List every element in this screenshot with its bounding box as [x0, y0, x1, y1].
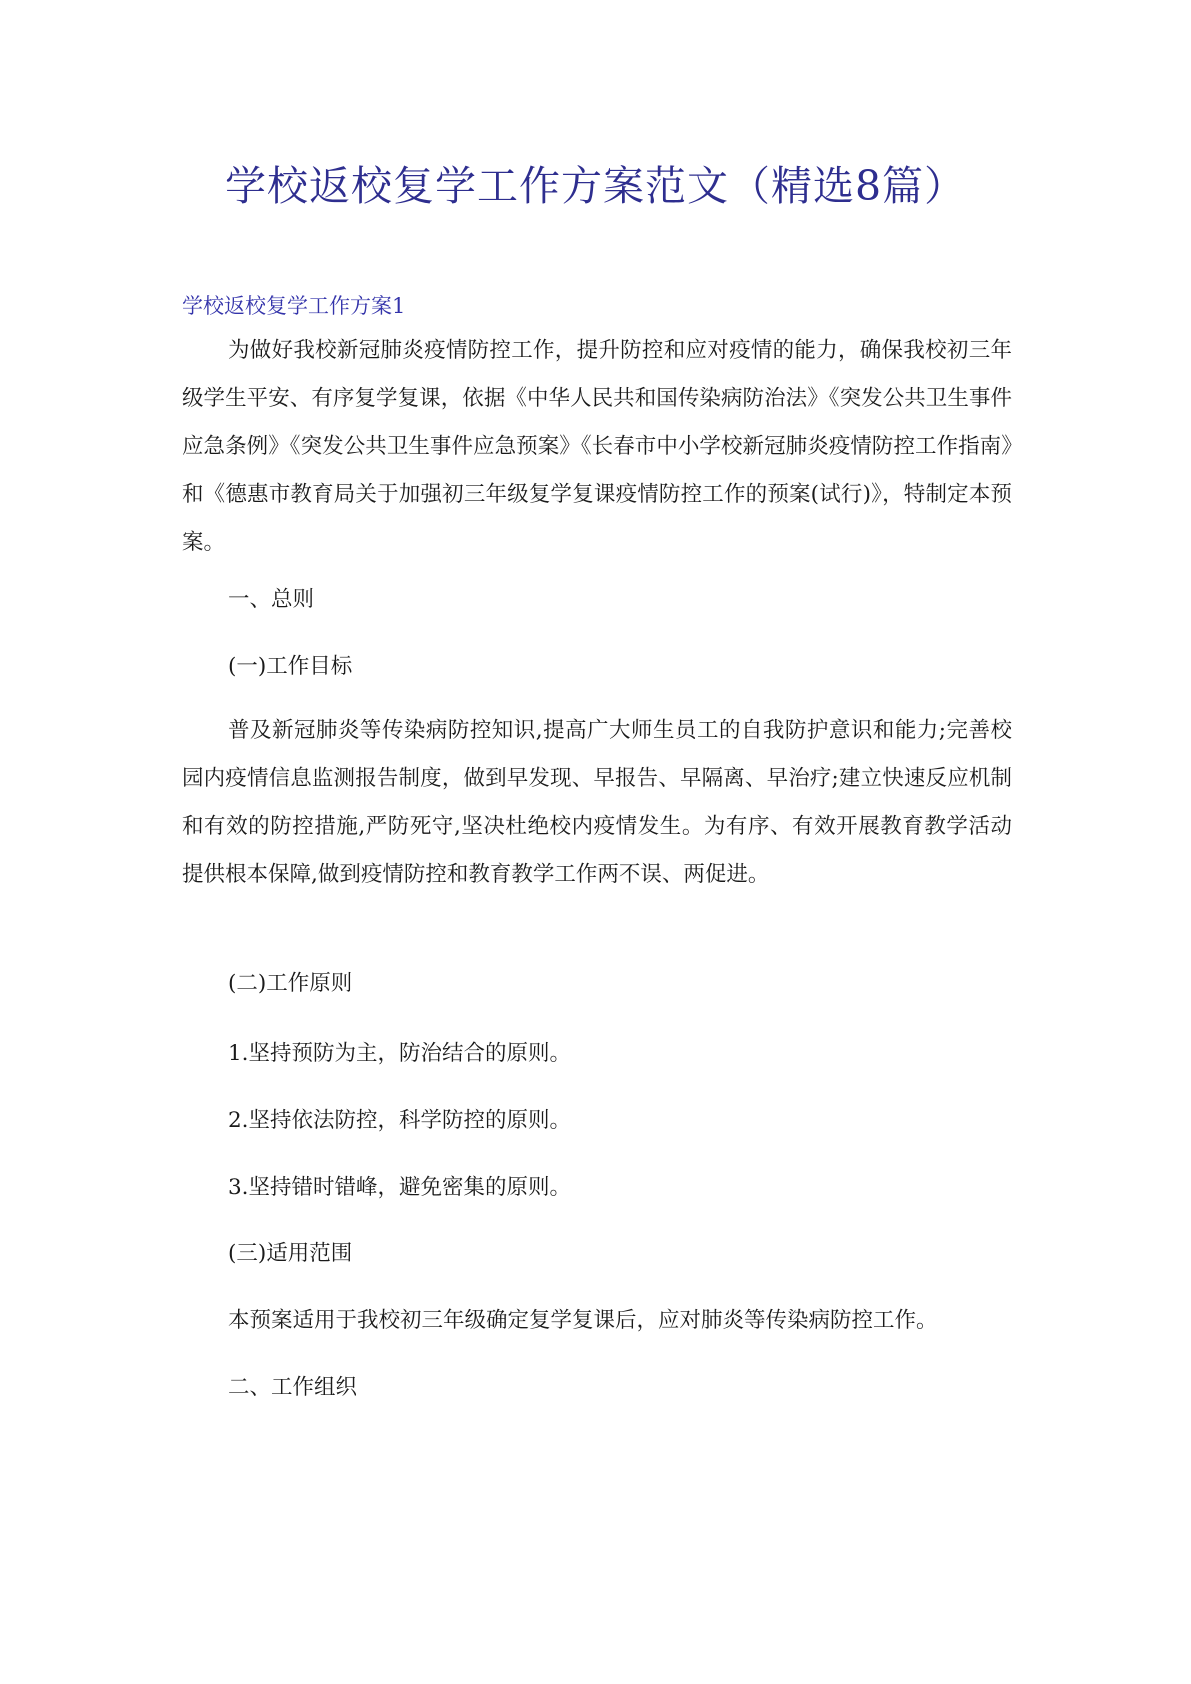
chapter-heading-general: 一、总则 — [228, 587, 315, 612]
principle-item: 2.坚持依法防控，科学防控的原则。 — [228, 1108, 572, 1133]
principle-item: 3.坚持错时错峰，避免密集的原则。 — [228, 1175, 572, 1200]
chapter-heading-organization: 二、工作组织 — [228, 1375, 358, 1400]
principle-item: 1.坚持预防为主，防治结合的原则。 — [228, 1041, 572, 1066]
section-heading: 学校返校复学工作方案1 — [182, 294, 406, 318]
intro-paragraph: 为做好我校新冠肺炎疫情防控工作，提升防控和应对疫情的能力，确保我校初三年级学生平安、有序复学复课，依据《中华人民共和国传染病防治法》《突发公共卫生事件应急条例》《突发公共卫生事件应急预案》《长春市中小学校新冠肺炎疫情防控工作指南》和《德惠市教育局关于加强初三年级复学复课疫情防控工作的预案(试行)》，特制定本预案。 — [182, 338, 1012, 555]
subheading-work-principles: (二)工作原则 — [228, 971, 353, 996]
scope-text: 本预案适用于我校初三年级确定复学复课后，应对肺炎等传染病防控工作。 — [228, 1308, 938, 1333]
document-title: 学校返校复学工作方案范文（精选8篇） — [224, 162, 967, 210]
subheading-work-goals: (一)工作目标 — [228, 654, 353, 679]
subheading-scope: (三)适用范围 — [228, 1241, 353, 1266]
goal-paragraph: 普及新冠肺炎等传染病防控知识,提高广大师生员工的自我防护意识和能力;完善校园内疫情信息监测报告制度，做到早发现、早报告、早隔离、早治疗;建立快速反应机制和有效的防控措施,严防死守,坚决杜绝校内疫情发生。为有序、有效开展教育教学活动提供根本保障,做到疫情防控和教育教学工作两不误、两促进。 — [182, 718, 1012, 887]
